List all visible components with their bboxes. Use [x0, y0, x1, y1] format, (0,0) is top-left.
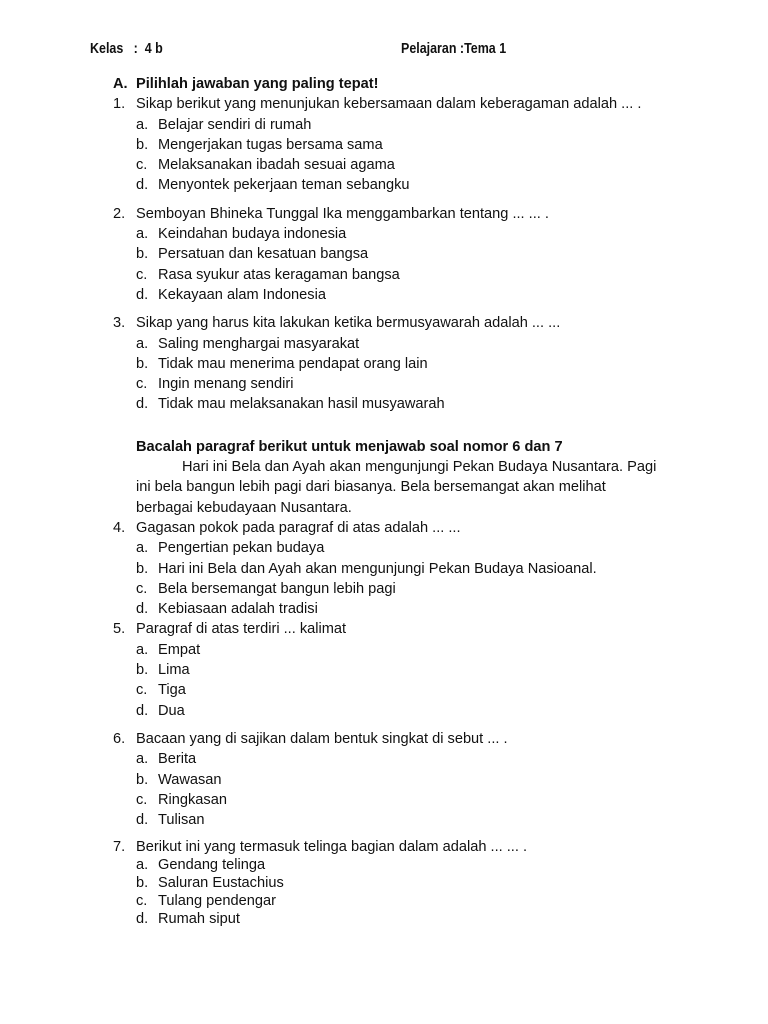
option-text: Berita — [158, 751, 197, 768]
question-stem — [0, 729, 768, 749]
question-stem — [0, 518, 768, 538]
option-text: Tiga — [158, 682, 186, 699]
question-1 — [0, 94, 768, 195]
option-b — [0, 770, 768, 790]
option-letter: d. — [136, 911, 149, 928]
question-stem — [0, 838, 768, 856]
option-text: Wawasan — [158, 771, 222, 788]
option-b — [0, 874, 768, 892]
option-text: Belajar sendiri di rumah — [158, 116, 312, 133]
option-letter: d. — [136, 812, 149, 829]
worksheet — [0, 74, 768, 928]
option-c — [0, 374, 768, 394]
option-letter: c. — [136, 376, 148, 393]
option-text: Mengerjakan tugas bersama sama — [158, 136, 383, 153]
option-letter: a. — [136, 335, 149, 352]
option-b — [0, 354, 768, 374]
option-text: Kebiasaan adalah tradisi — [158, 601, 318, 618]
section-letter: A. — [113, 76, 128, 92]
section-heading — [0, 74, 768, 94]
option-text: Lima — [158, 662, 190, 679]
option-letter: b. — [136, 875, 149, 892]
option-letter: b. — [136, 246, 149, 263]
question-5 — [0, 619, 768, 720]
question-text: Sikap berikut yang menunjukan kebersamaan dalam keberagaman adalah ... . — [136, 96, 642, 113]
paragraph-text: ini bela bangun lebih pagi dari biasanya. Bela bersemangat akan melihat — [136, 479, 606, 496]
option-text: Rasa syukur atas keragaman bangsa — [158, 266, 400, 283]
question-text: Gagasan pokok pada paragraf di atas adalah ... ... — [136, 519, 461, 536]
option-text: Keindahan budaya indonesia — [158, 226, 347, 243]
option-b — [0, 244, 768, 264]
question-4 — [0, 518, 768, 619]
option-text: Tidak mau menerima pendapat orang lain — [158, 355, 428, 372]
option-letter: a. — [136, 226, 149, 243]
question-number: 7. — [113, 839, 126, 856]
option-c — [0, 790, 768, 810]
option-d — [0, 701, 768, 721]
option-text: Kekayaan alam Indonesia — [158, 286, 326, 303]
option-text: Tulisan — [158, 812, 205, 829]
paragraph-line — [0, 457, 768, 477]
option-text: Persatuan dan kesatuan bangsa — [158, 246, 369, 263]
option-letter: b. — [136, 662, 149, 679]
question-number: 6. — [113, 730, 126, 747]
option-text: Gendang telinga — [158, 857, 266, 874]
option-d — [0, 599, 768, 619]
reading-heading-text: Bacalah paragraf berikut untuk menjawab soal nomor 6 dan 7 — [136, 438, 563, 455]
option-letter: c. — [136, 682, 148, 699]
option-text: Melaksanakan ibadah sesuai agama — [158, 157, 395, 174]
option-a — [0, 640, 768, 660]
option-a — [0, 749, 768, 769]
option-b — [0, 660, 768, 680]
question-stem — [0, 94, 768, 114]
paragraph-line — [0, 477, 768, 497]
option-letter: b. — [136, 136, 149, 153]
option-text: Hari ini Bela dan Ayah akan mengunjungi Pekan Budaya Nasioanal. — [158, 560, 597, 577]
option-text: Saluran Eustachius — [158, 875, 284, 892]
option-letter: d. — [136, 286, 149, 303]
option-b — [0, 135, 768, 155]
class-label: Kelas : 4 b — [90, 41, 163, 57]
option-a — [0, 115, 768, 135]
option-d — [0, 910, 768, 928]
option-text: Tulang pendengar — [158, 893, 276, 910]
question-text: Berikut ini yang termasuk telinga bagian dalam adalah ... ... . — [136, 839, 528, 856]
option-a — [0, 224, 768, 244]
option-text: Rumah siput — [158, 911, 240, 928]
option-text: Bela bersemangat bangun lebih pagi — [158, 580, 396, 597]
option-letter: b. — [136, 355, 149, 372]
option-text: Dua — [158, 702, 185, 719]
option-c — [0, 892, 768, 910]
option-c — [0, 680, 768, 700]
question-stem — [0, 313, 768, 333]
question-2 — [0, 204, 768, 305]
question-text: Semboyan Bhineka Tunggal Ika menggambarkan tentang ... ... . — [136, 205, 549, 222]
option-letter: a. — [136, 857, 149, 874]
option-text: Ringkasan — [158, 791, 227, 808]
option-letter: d. — [136, 601, 149, 618]
option-d — [0, 810, 768, 830]
option-text: Ingin menang sendiri — [158, 376, 294, 393]
option-letter: d. — [136, 702, 149, 719]
question-number: 3. — [113, 315, 126, 332]
option-letter: d. — [136, 177, 149, 194]
option-c — [0, 155, 768, 175]
option-letter: d. — [136, 396, 149, 413]
option-letter: b. — [136, 560, 149, 577]
question-number: 5. — [113, 621, 126, 638]
question-text: Sikap yang harus kita lakukan ketika bermusyawarah adalah ... ... — [136, 315, 561, 332]
option-letter: a. — [136, 540, 149, 557]
option-d — [0, 175, 768, 195]
paragraph-line — [0, 498, 768, 518]
option-c — [0, 265, 768, 285]
option-a — [0, 538, 768, 558]
reading-passage — [0, 437, 768, 518]
option-text: Empat — [158, 641, 201, 658]
question-7 — [0, 838, 768, 928]
reading-heading — [0, 437, 768, 457]
option-b — [0, 559, 768, 579]
option-letter: c. — [136, 157, 148, 174]
question-number: 1. — [113, 96, 126, 113]
option-text: Menyontek pekerjaan teman sebangku — [158, 177, 410, 194]
option-letter: c. — [136, 791, 148, 808]
option-d — [0, 394, 768, 414]
option-letter: c. — [136, 893, 148, 910]
option-text: Pengertian pekan budaya — [158, 540, 325, 557]
section-title: Pilihlah jawaban yang paling tepat! — [136, 76, 379, 92]
option-a — [0, 856, 768, 874]
question-text: Paragraf di atas terdiri ... kalimat — [136, 621, 347, 638]
question-stem — [0, 204, 768, 224]
paragraph-text: berbagai kebudayaan Nusantara. — [136, 499, 352, 516]
subject-label: Pelajaran :Tema 1 — [401, 41, 507, 57]
option-c — [0, 579, 768, 599]
option-text: Tidak mau melaksanakan hasil musyawarah — [158, 396, 445, 413]
question-text: Bacaan yang di sajikan dalam bentuk singkat di sebut ... . — [136, 730, 508, 747]
option-letter: a. — [136, 641, 149, 658]
option-letter: b. — [136, 771, 149, 788]
question-3 — [0, 313, 768, 414]
option-d — [0, 285, 768, 305]
option-letter: c. — [136, 266, 148, 283]
paragraph-text: Hari ini Bela dan Ayah akan mengunjungi Pekan Budaya Nusantara. Pagi — [182, 459, 657, 476]
question-6 — [0, 729, 768, 830]
option-a — [0, 334, 768, 354]
question-stem — [0, 619, 768, 639]
question-number: 2. — [113, 205, 126, 222]
option-letter: c. — [136, 580, 148, 597]
question-number: 4. — [113, 519, 126, 536]
option-letter: a. — [136, 751, 149, 768]
option-text: Saling menghargai masyarakat — [158, 335, 360, 352]
option-letter: a. — [136, 116, 149, 133]
